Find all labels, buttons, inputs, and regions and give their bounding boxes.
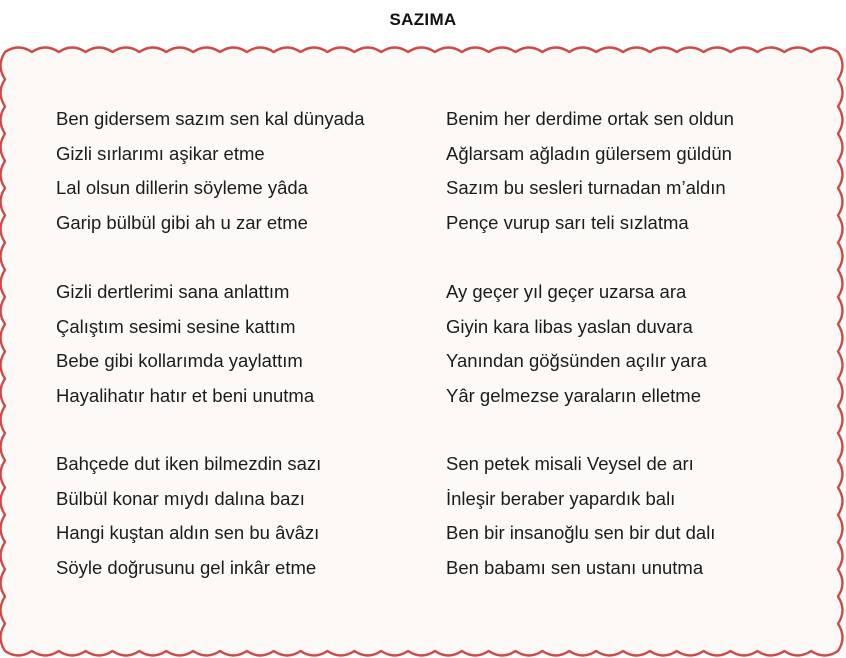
verse-line: Benim her derdime ortak sen oldun (446, 108, 734, 129)
verse-line: Lal olsun dillerin söyleme yâda (56, 177, 308, 198)
verse-line: Garip bülbül gibi ah u zar etme (56, 211, 308, 233)
verse-line: Ben gidersem sazım sen kal dünyada (56, 108, 365, 129)
verse-line: İnleşir beraber yapardık balı (446, 487, 676, 509)
verse-line: Bülbül konar mıydı dalına bazı (56, 487, 305, 509)
verse-line: Ben bir insanoğlu sen bir dut dalı (446, 522, 716, 543)
verse-line: Gizli sırlarımı aşikar etme (56, 142, 265, 164)
verse-line: Ay geçer yıl geçer uzarsa ara (446, 281, 687, 302)
stanza-left-3 (56, 447, 321, 585)
stanza-right-1 (446, 102, 734, 240)
poem-title: SAZIMA (389, 10, 457, 29)
verse-line: Bebe gibi kollarımda yaylattım (56, 350, 303, 371)
verse-line: Sen petek misali Veysel de arı (446, 453, 694, 474)
verse-line: Yâr gelmezse yaraların elletme (446, 384, 701, 406)
verse-line: Hangi kuştan aldın sen bu âvâzı (56, 522, 320, 543)
stanza-left-2 (56, 275, 314, 413)
verse-line: Söyle doğrusunu gel inkâr etme (56, 556, 317, 578)
verse-line: Ben babamı sen ustanı unutma (446, 556, 704, 578)
verse-line: Yanından göğsünden açılır yara (446, 350, 707, 371)
verse-line: Bahçede dut iken bilmezdin sazı (56, 453, 322, 474)
verse-line: Gizli dertlerimi sana anlattım (56, 281, 290, 302)
verse-line: Hayalihatır hatır et beni unutma (56, 384, 315, 406)
stanza-left-1 (56, 102, 365, 240)
verse-line: Giyin kara libas yaslan duvara (446, 315, 693, 337)
stanza-right-2 (446, 275, 707, 413)
verse-line: Sazım bu sesleri turnadan m’aldın (446, 177, 726, 198)
stanza-right-3 (446, 447, 715, 585)
verse-line: Ağlarsam ağladın gülersem güldün (446, 142, 732, 164)
verse-line: Çalıştım sesimi sesine kattım (56, 315, 296, 337)
verse-line: Pençe vurup sarı teli sızlatma (446, 211, 689, 233)
